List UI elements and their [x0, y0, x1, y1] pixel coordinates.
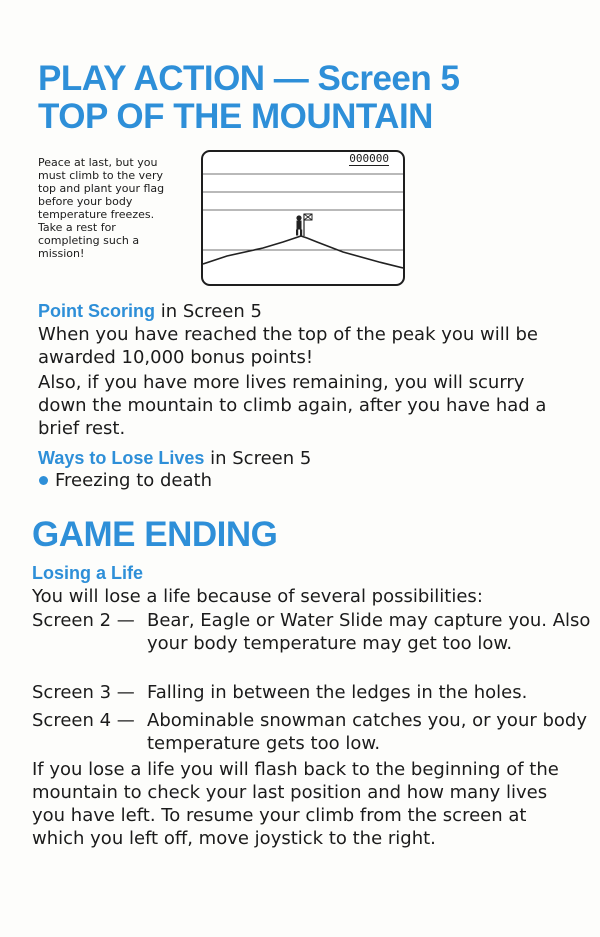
point-scoring-heading: [38, 300, 262, 323]
list-item-text: Falling in between the ledges in the holes.: [147, 682, 528, 703]
point-scoring-paragraph-1: When you have reached the top of the peak you will be awarded 10,000 bonus points!: [38, 324, 538, 368]
point-scoring-suffix: in Screen 5: [155, 301, 262, 322]
point-scoring-paragraph-2: Also, if you have more lives remaining, you will scurry down the mountain to climb again, after you have had a brief rest.: [38, 372, 547, 439]
list-item-label: Screen 4 —: [32, 710, 135, 731]
bullet-icon: [39, 476, 48, 485]
list-item-label: Screen 2 —: [32, 610, 135, 631]
title-line-1: PLAY ACTION — Screen 5: [38, 59, 460, 98]
final-paragraph: If you lose a life you will flash back to the beginning of the mountain to check your last position and how many lives you have left. To resume your climb from the screen at which you left off, move joystick to the right.: [32, 759, 559, 849]
losing-intro-text: You will lose a life because of several possibilities:: [32, 586, 483, 607]
title-line-2: TOP OF THE MOUNTAIN: [38, 97, 433, 136]
game-scene: [203, 152, 403, 284]
list-item-text: Abominable snowman catches you, or your body temperature gets too low.: [147, 710, 587, 754]
score-display: 000000: [349, 152, 389, 165]
mountain-peak: [203, 236, 403, 268]
ways-to-lose-suffix: in Screen 5: [204, 448, 312, 469]
intro-text: Peace at last, but you must climb to the very top and plant your flag before your body temperature freezes. Take a rest for completing such a mission!: [38, 156, 165, 260]
climber-icon: [296, 215, 302, 235]
ways-to-lose-heading: [38, 447, 311, 470]
losing-a-life-heading: Losing a Life: [32, 563, 144, 583]
point-scoring-label: Point Scoring: [38, 301, 155, 321]
flag-icon: [304, 214, 312, 236]
section-title: GAME ENDING: [32, 515, 278, 554]
game-screen-illustration: [201, 150, 405, 286]
list-item: [32, 681, 592, 704]
page-title: [38, 60, 578, 136]
list-item: [32, 709, 592, 755]
ways-to-lose-label: Ways to Lose Lives: [38, 448, 205, 468]
list-item: [32, 609, 592, 655]
list-item-text: Bear, Eagle or Water Slide may capture you. Also your body temperature may get too low.: [147, 610, 591, 654]
list-item-label: Screen 3 —: [32, 682, 135, 703]
list-item: [38, 469, 212, 492]
list-item-text: Freezing to death: [55, 470, 212, 491]
